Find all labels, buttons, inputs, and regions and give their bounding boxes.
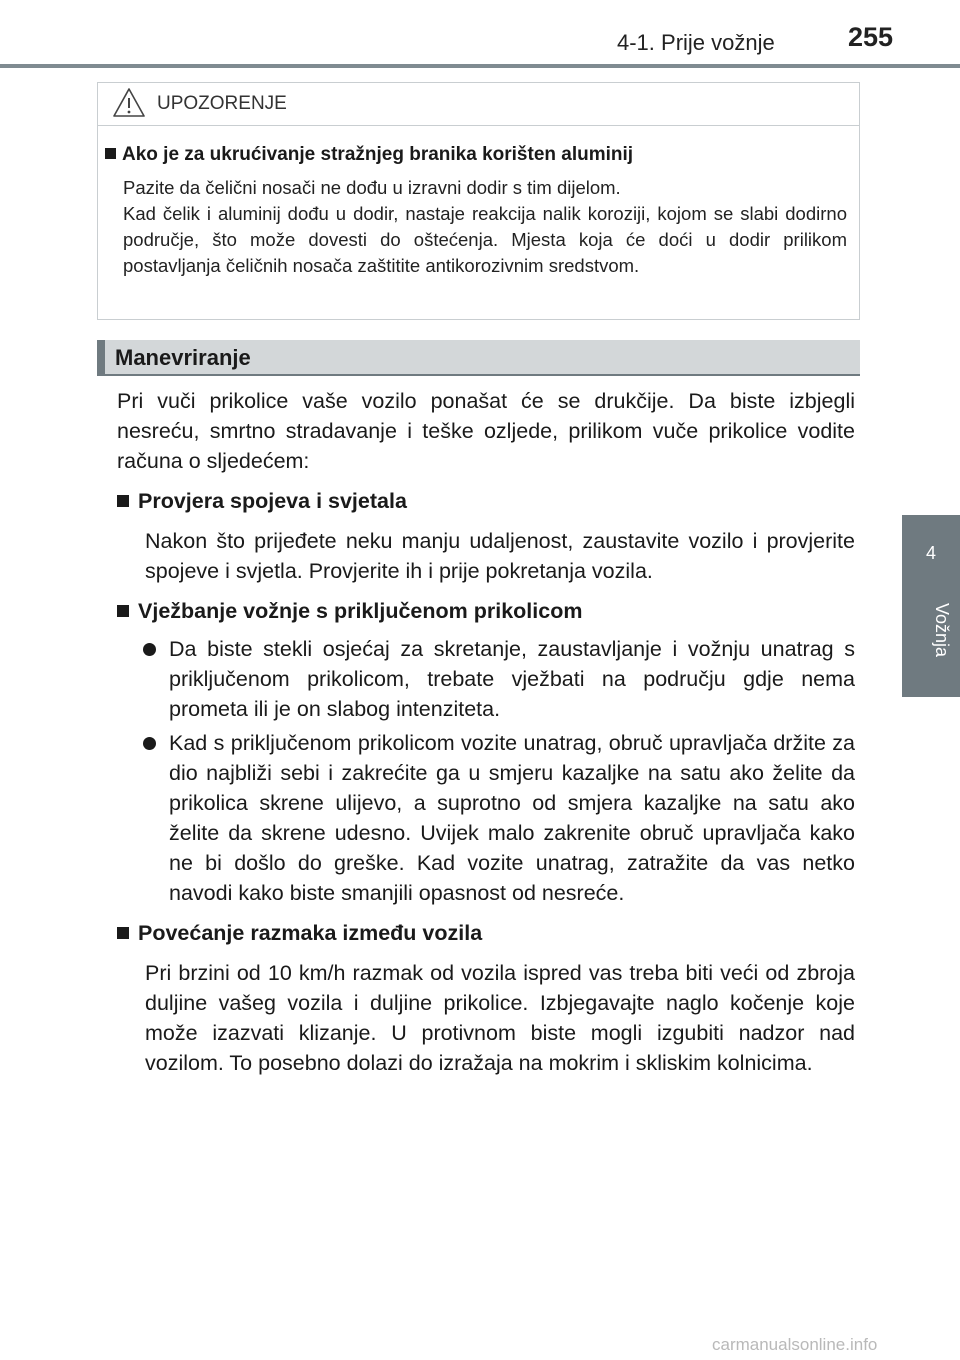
warning-body xyxy=(123,175,847,279)
section-title: Manevriranje xyxy=(115,345,251,370)
warning-header xyxy=(98,83,859,126)
subsection-heading-text: Provjera spojeva i svjetala xyxy=(138,489,407,513)
square-bullet-icon xyxy=(117,927,129,939)
subsection xyxy=(117,918,855,1078)
bullet-list xyxy=(117,634,855,908)
list-item-text: Da biste stekli osjećaj za skretanje, zaustavljanje i vožnju unatrag s priključenom prikolicom, trebate vježbati na području gdje nema prometa ili je on slabog intenziteta. xyxy=(169,637,855,721)
chapter-number: 4 xyxy=(925,543,936,563)
warning-paragraph: Pazite da čelični nosači ne dođu u izravni dodir s tim dijelom. xyxy=(123,177,621,198)
round-bullet-icon xyxy=(143,643,156,656)
subsection-heading-text: Vježbanje vožnje s priključenom prikolicom xyxy=(138,599,583,623)
warning-heading xyxy=(105,144,633,166)
warning-title: UPOZORENJE xyxy=(157,93,287,114)
square-bullet-icon xyxy=(117,605,129,617)
intro-paragraph: Pri vuči prikolice vaše vozilo ponašat će se drukčije. Da biste izbjegli nesreću, smrtno stradavanje i teške ozljede, prilikom vuče prikolice vodite računa o sljedećem: xyxy=(117,389,855,473)
subsection-body: Nakon što prijeđete neku manju udaljenost, zaustavite vozilo i provjerite spojeve i svjetla. Provjerite ih i prije pokretanja vozila. xyxy=(145,529,855,583)
chapter-side-tab xyxy=(902,515,960,697)
list-item-text: Kad s priključenom prikolicom vozite unatrag, obruč upravljača držite za dio najbliži sebi i zakrećite ga u smjeru kazaljke na satu ako želite da prikolica skrene ulijevo, a suprotno od smjera kazaljke na satu ako želite da skrene udesno. Uvijek malo zakrenite obruč upravljača kako ne bi došlo do greške. Kad vozite unatrag, zatražite da vas netko navodi kako biste smanjili opasnost od nesreće. xyxy=(169,731,855,905)
square-bullet-icon xyxy=(117,495,129,507)
subsection-heading xyxy=(117,486,855,516)
round-bullet-icon xyxy=(143,737,156,750)
subsection-heading-text: Povećanje razmaka između vozila xyxy=(138,921,483,945)
section-bar-accent xyxy=(97,340,105,374)
subsection-body: Pri brzini od 10 km/h razmak od vozila ispred vas treba biti veći od zbroja duljine vašeg vozila i duljine prikolice. Izbjegavajte naglo kočenje koje može izazvati klizanje. U protivnom biste mogli izgubiti nadzor nad vozilom. To posebno dolazi do izražaja na mokrim i skliskim kolnicima. xyxy=(145,961,855,1075)
section-heading-bar xyxy=(97,340,860,376)
subsection xyxy=(117,486,855,586)
subsection-heading xyxy=(117,918,855,948)
section-title-header: 4-1. Prije vožnje xyxy=(617,30,775,55)
warning-triangle-icon xyxy=(112,87,146,124)
square-bullet-icon xyxy=(105,148,116,159)
header-divider xyxy=(0,64,960,68)
subsection-heading xyxy=(117,596,855,626)
list-item xyxy=(117,728,855,908)
warning-heading-text: Ako je za ukrućivanje stražnjeg branika korišten aluminij xyxy=(122,144,634,165)
section-content xyxy=(117,386,855,1078)
chapter-label: Vožnja xyxy=(932,603,952,658)
subsection xyxy=(117,596,855,908)
page-number: 255 xyxy=(848,22,894,52)
watermark: carmanualsonline.info xyxy=(712,1335,878,1354)
list-item xyxy=(117,634,855,724)
warning-box xyxy=(97,82,860,320)
warning-paragraph: Kad čelik i aluminij dođu u dodir, nastaje reakcija nalik koroziji, kojom se slabi dodirno područje, što može dovesti do oštećenja. Mjesta koja će doći u dodir prilikom postavljanja čeličnih nosača zaštitite antikorozivnim sredstvom. xyxy=(123,203,847,276)
